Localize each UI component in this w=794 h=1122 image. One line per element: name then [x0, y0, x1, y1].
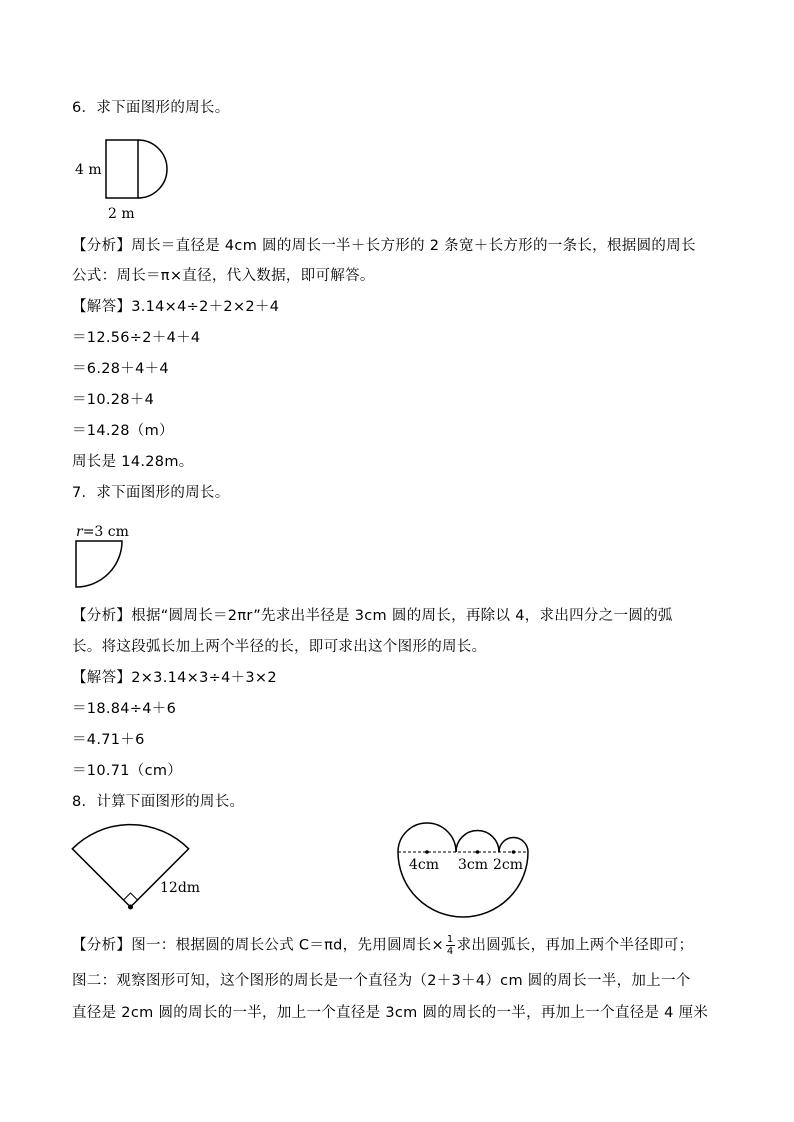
q7-step-1: ＝18.84÷4＋6	[72, 701, 177, 717]
q6-step-1: ＝12.56÷2＋4＋4	[72, 330, 201, 346]
q7-figure	[72, 520, 162, 590]
q8-figure-2	[392, 820, 542, 940]
one-quarter-fraction: $\frac{1}{4}$	[446, 934, 454, 957]
q8-figure-1	[66, 824, 266, 924]
q8-analysis-2: 图二：观察图形可知，这个图形的周长是一个直径为（2＋3＋4）cm 圆的周长一半，加上一个	[72, 973, 691, 989]
q6-step-4: ＝14.28（m）	[72, 423, 174, 439]
q8-title: 8．计算下面图形的周长。	[72, 794, 245, 810]
q6-title: 6．求下面图形的周长。	[72, 100, 230, 116]
q7-analysis-2: 长。将这段弧长加上两个半径的长，即可求出这个图形的周长。	[72, 639, 487, 655]
q6-analysis-2: 公式：周长＝π×直径，代入数据，即可解答。	[72, 268, 375, 284]
q6-conclusion: 周长是 14.28m。	[72, 454, 194, 470]
q8-analysis-3: 直径是 2cm 圆的周长的一半，加上一个直径是 3cm 圆的周长的一半，再加上一个直径是 4 厘米	[72, 1005, 709, 1021]
q7-radius-var: r	[76, 524, 83, 540]
q8-analysis-1-pre: 【分析】图一：根据圆的周长公式 C＝πd，先用圆周长×	[72, 937, 444, 954]
q7-radius-value: =3 cm	[82, 524, 129, 540]
q7-analysis-1: 【分析】根据“圆周长＝2πr”先求出半径是 3cm 圆的周长，再除以 4，求出四分之一圆的弧	[72, 608, 673, 624]
q7-title: 7．求下面图形的周长。	[72, 485, 230, 501]
q8-analysis-1-post: 求出圆弧长，再加上两个半径即可；	[456, 937, 694, 954]
q8-fig2-label-3cm: 3cm	[458, 857, 489, 873]
q8-fig1-radius-label: 12dm	[160, 880, 201, 896]
q6-step-2: ＝6.28＋4＋4	[72, 361, 169, 377]
q8-fig2-label-4cm: 4cm	[409, 857, 440, 873]
q7-step-2: ＝4.71＋6	[72, 732, 145, 748]
q8-analysis-1	[72, 934, 693, 957]
q6-width-label: 2 m	[108, 206, 135, 222]
q6-figure	[70, 138, 180, 228]
q7-answer: 【解答】2×3.14×3÷4＋3×2	[72, 670, 277, 686]
q7-step-3: ＝10.71（cm）	[72, 763, 183, 779]
q6-step-3: ＝10.28＋4	[72, 392, 155, 408]
q8-fig2-label-2cm: 2cm	[493, 857, 524, 873]
q6-answer: 【解答】3.14×4÷2＋2×2＋4	[72, 299, 280, 315]
svg-text:r=3 cm	[76, 524, 129, 540]
q6-height-label: 4 m	[75, 162, 102, 178]
q6-analysis-1: 【分析】周长＝直径是 4cm 圆的周长一半＋长方形的 2 条宽＋长方形的一条长，根据圆的周长	[72, 238, 696, 254]
